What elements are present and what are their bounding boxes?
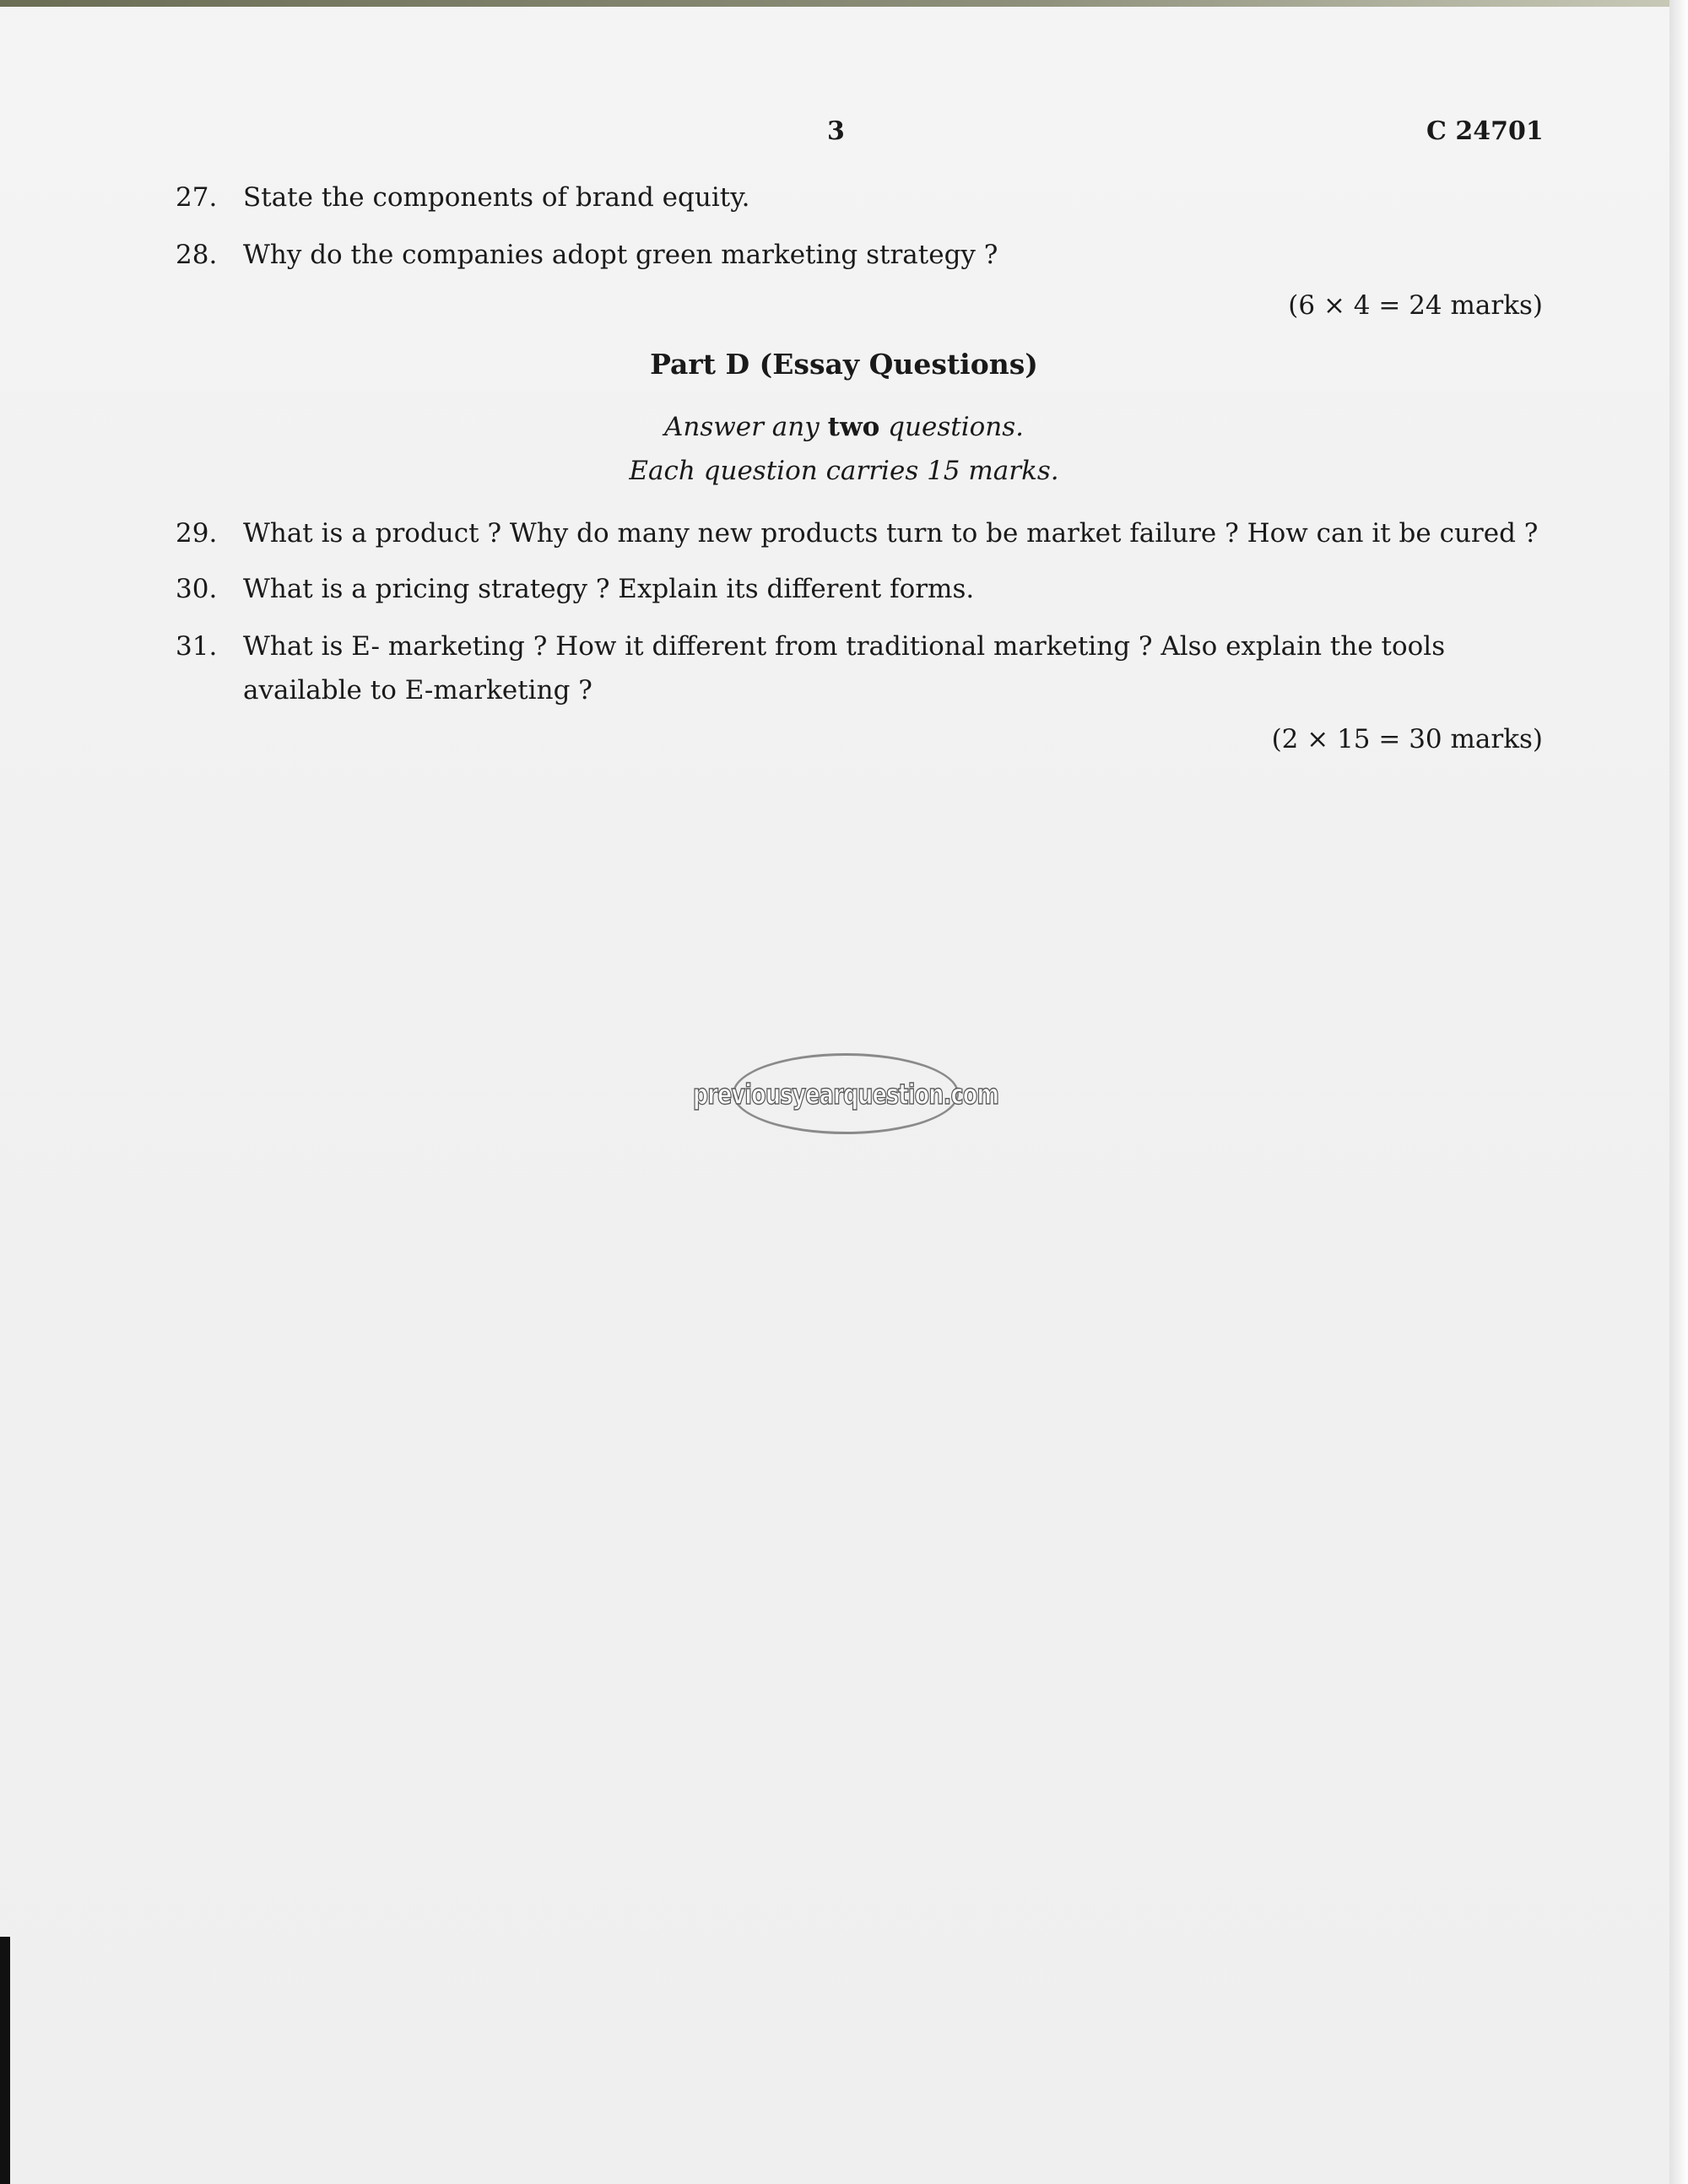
part-c-marks: (6 × 4 = 24 marks): [1288, 290, 1543, 321]
question-number: 30.: [176, 574, 218, 604]
question-number: 28.: [176, 240, 218, 270]
page-number: 3: [827, 116, 845, 146]
question-text: State the components of brand equity.: [243, 182, 750, 213]
question-text: What is a pricing strategy ? Explain its different forms.: [243, 574, 975, 604]
question-text: Why do the companies adopt green marketing strategy ?: [243, 240, 998, 270]
part-d-marks: (2 × 15 = 30 marks): [1271, 724, 1543, 754]
watermark-logo: [692, 1053, 999, 1134]
instruction-prefix: Answer any: [663, 412, 828, 442]
instruction-suffix: questions.: [879, 412, 1024, 442]
part-d-instruction-line2: Each question carries 15 marks.: [629, 456, 1059, 486]
watermark-text: previousyearquestion.com: [692, 1077, 999, 1111]
question-number: 27.: [176, 182, 218, 213]
instruction-bold: two: [827, 412, 880, 442]
paper-code: C 24701: [1426, 116, 1544, 146]
scan-left-shadow: [0, 1937, 10, 2184]
part-d-instruction: [0, 412, 1688, 442]
question-text: What is a product ? Why do many new products turn to be market failure ? How can it be cured ?: [243, 518, 1539, 549]
question-text: What is E- marketing ? How it different from traditional marketing ? Also explain the tools available to E-marketing ?: [243, 631, 1446, 705]
scan-right-edge: [1669, 0, 1688, 2184]
part-d-title: Part D (Essay Questions): [650, 348, 1038, 381]
scan-top-edge: [0, 0, 1688, 7]
question-number: 29.: [176, 518, 218, 549]
question-number: 31.: [176, 631, 218, 662]
